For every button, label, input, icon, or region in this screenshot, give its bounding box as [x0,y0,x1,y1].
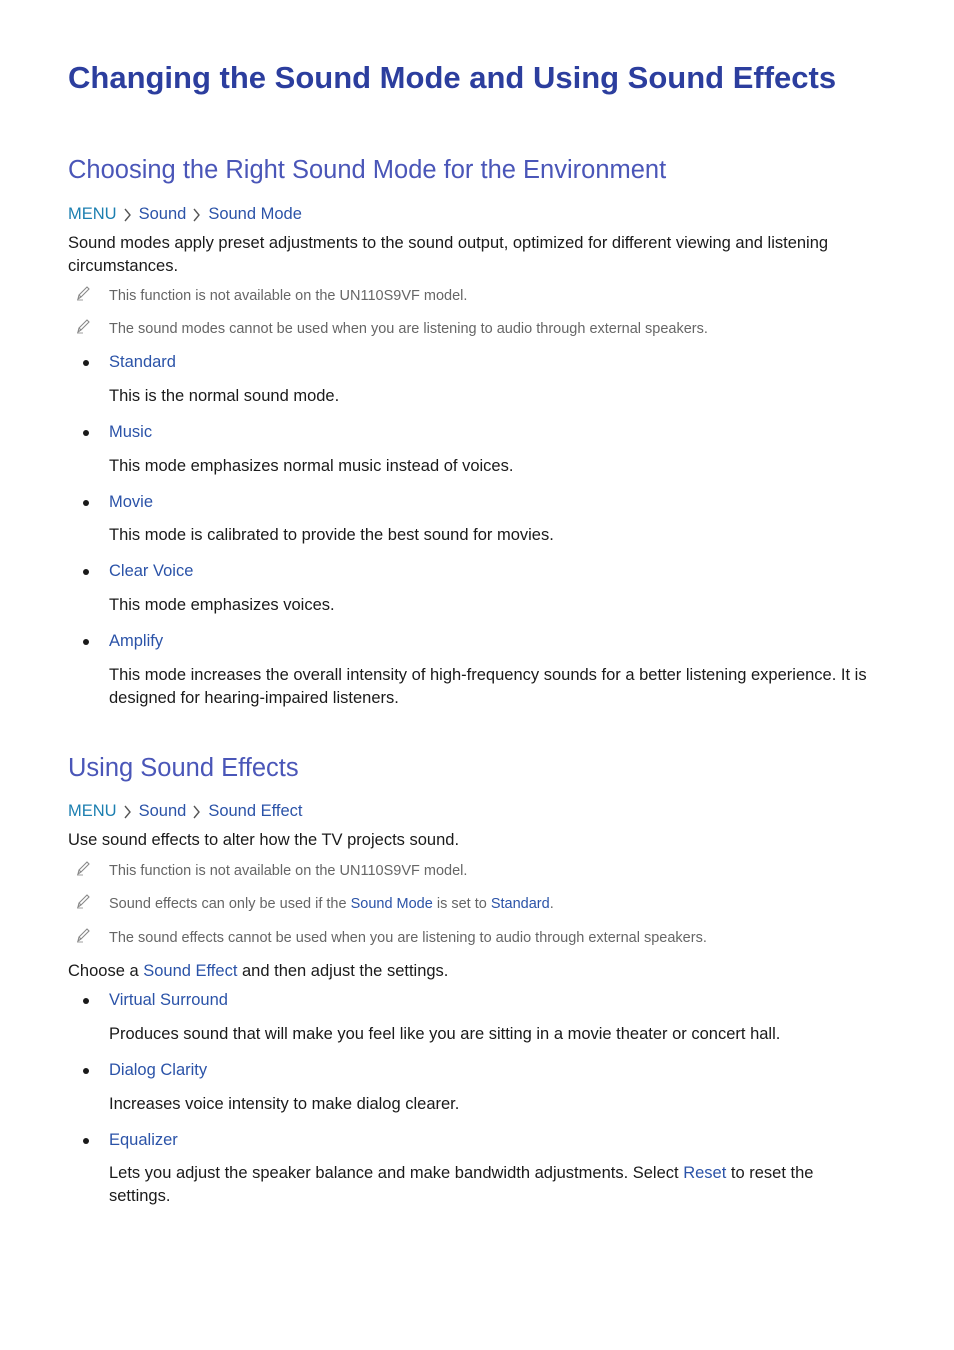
breadcrumb-sound-effect[interactable]: Sound Effect [208,802,303,820]
pencil-icon [75,285,91,301]
term-reset: Reset [683,1164,727,1182]
term-standard: Standard [490,896,550,912]
choose-text [68,960,858,983]
intro-text: Sound modes apply preset adjustments to the sound output, optimized for different viewing and listening circumstances. [68,234,829,275]
note-text-middle: is set to [432,896,491,912]
bullet [83,1138,89,1144]
bullet [83,998,89,1004]
bullet [83,569,89,575]
pencil-icon [75,318,91,334]
bullet [83,360,89,366]
equalizer-desc-prefix: Lets you adjust the speaker balance and make bandwidth adjustments. Select [109,1164,684,1182]
option-description: This mode is calibrated to provide the best sound for movies. [109,526,554,544]
breadcrumb-sound[interactable]: Sound [138,802,187,820]
breadcrumb-sound[interactable]: Sound [138,205,187,223]
section-heading-sound-effects: Using Sound Effects [68,754,299,782]
note-text: The sound modes cannot be used when you are listening to audio through external speakers. [109,321,708,337]
choose-prefix: Choose a [68,962,144,980]
option-description: This mode increases the overall intensity of high-frequency sounds for a better listening experience. It is designed for hearing-impaired listeners. [109,666,867,707]
option-description: This mode emphasizes normal music instead of voices. [109,457,514,475]
option-virtual-surround[interactable]: Virtual Surround [109,991,228,1009]
pencil-icon [75,893,91,909]
note-text-suffix: . [549,896,554,912]
breadcrumb-sound-mode [68,205,302,224]
breadcrumb-menu[interactable]: MENU [68,205,117,223]
option-description: Produces sound that will make you feel like you are sitting in a movie theater or concert hall. [109,1025,781,1043]
chevron-right-icon [123,208,132,222]
option-description: Increases voice intensity to make dialog clearer. [109,1095,460,1113]
note-text [109,896,554,912]
pencil-icon [75,927,91,943]
page-title: Changing the Sound Mode and Using Sound Effects [68,60,837,95]
bullet [83,500,89,506]
option-dialog-clarity[interactable]: Dialog Clarity [109,1061,208,1079]
note-text: This function is not available on the UN110S9VF model. [109,288,468,304]
breadcrumb-sound-effect [68,802,303,821]
note-text: The sound effects cannot be used when you are listening to audio through external speakers. [109,930,707,946]
breadcrumb-sound-mode[interactable]: Sound Mode [208,205,302,223]
choose-suffix: and then adjust the settings. [237,962,449,980]
equalizer-desc-suffix: to reset the settings. [109,1164,814,1205]
term-sound-effect: Sound Effect [143,962,238,980]
intro-text: Use sound effects to alter how the TV projects sound. [68,831,460,849]
note-text-prefix: Sound effects can only be used if the [109,896,351,912]
chevron-right-icon [192,805,201,819]
option-description: This is the normal sound mode. [109,387,340,405]
option-amplify[interactable]: Amplify [109,632,164,650]
option-clear-voice[interactable]: Clear Voice [109,562,194,580]
option-equalizer[interactable]: Equalizer [109,1131,178,1149]
bullet [83,639,89,645]
option-description: This mode emphasizes voices. [109,596,335,614]
chevron-right-icon [123,805,132,819]
pencil-icon [75,860,91,876]
chevron-right-icon [192,208,201,222]
term-sound-mode: Sound Mode [350,896,433,912]
bullet [83,1068,89,1074]
option-standard[interactable]: Standard [109,353,176,371]
option-music[interactable]: Music [109,423,153,441]
breadcrumb-menu[interactable]: MENU [68,802,117,820]
bullet [83,430,89,436]
option-description [109,1162,879,1208]
option-movie[interactable]: Movie [109,493,154,511]
note-text: This function is not available on the UN110S9VF model. [109,863,468,879]
section-heading-sound-mode: Choosing the Right Sound Mode for the Environment [68,156,667,184]
